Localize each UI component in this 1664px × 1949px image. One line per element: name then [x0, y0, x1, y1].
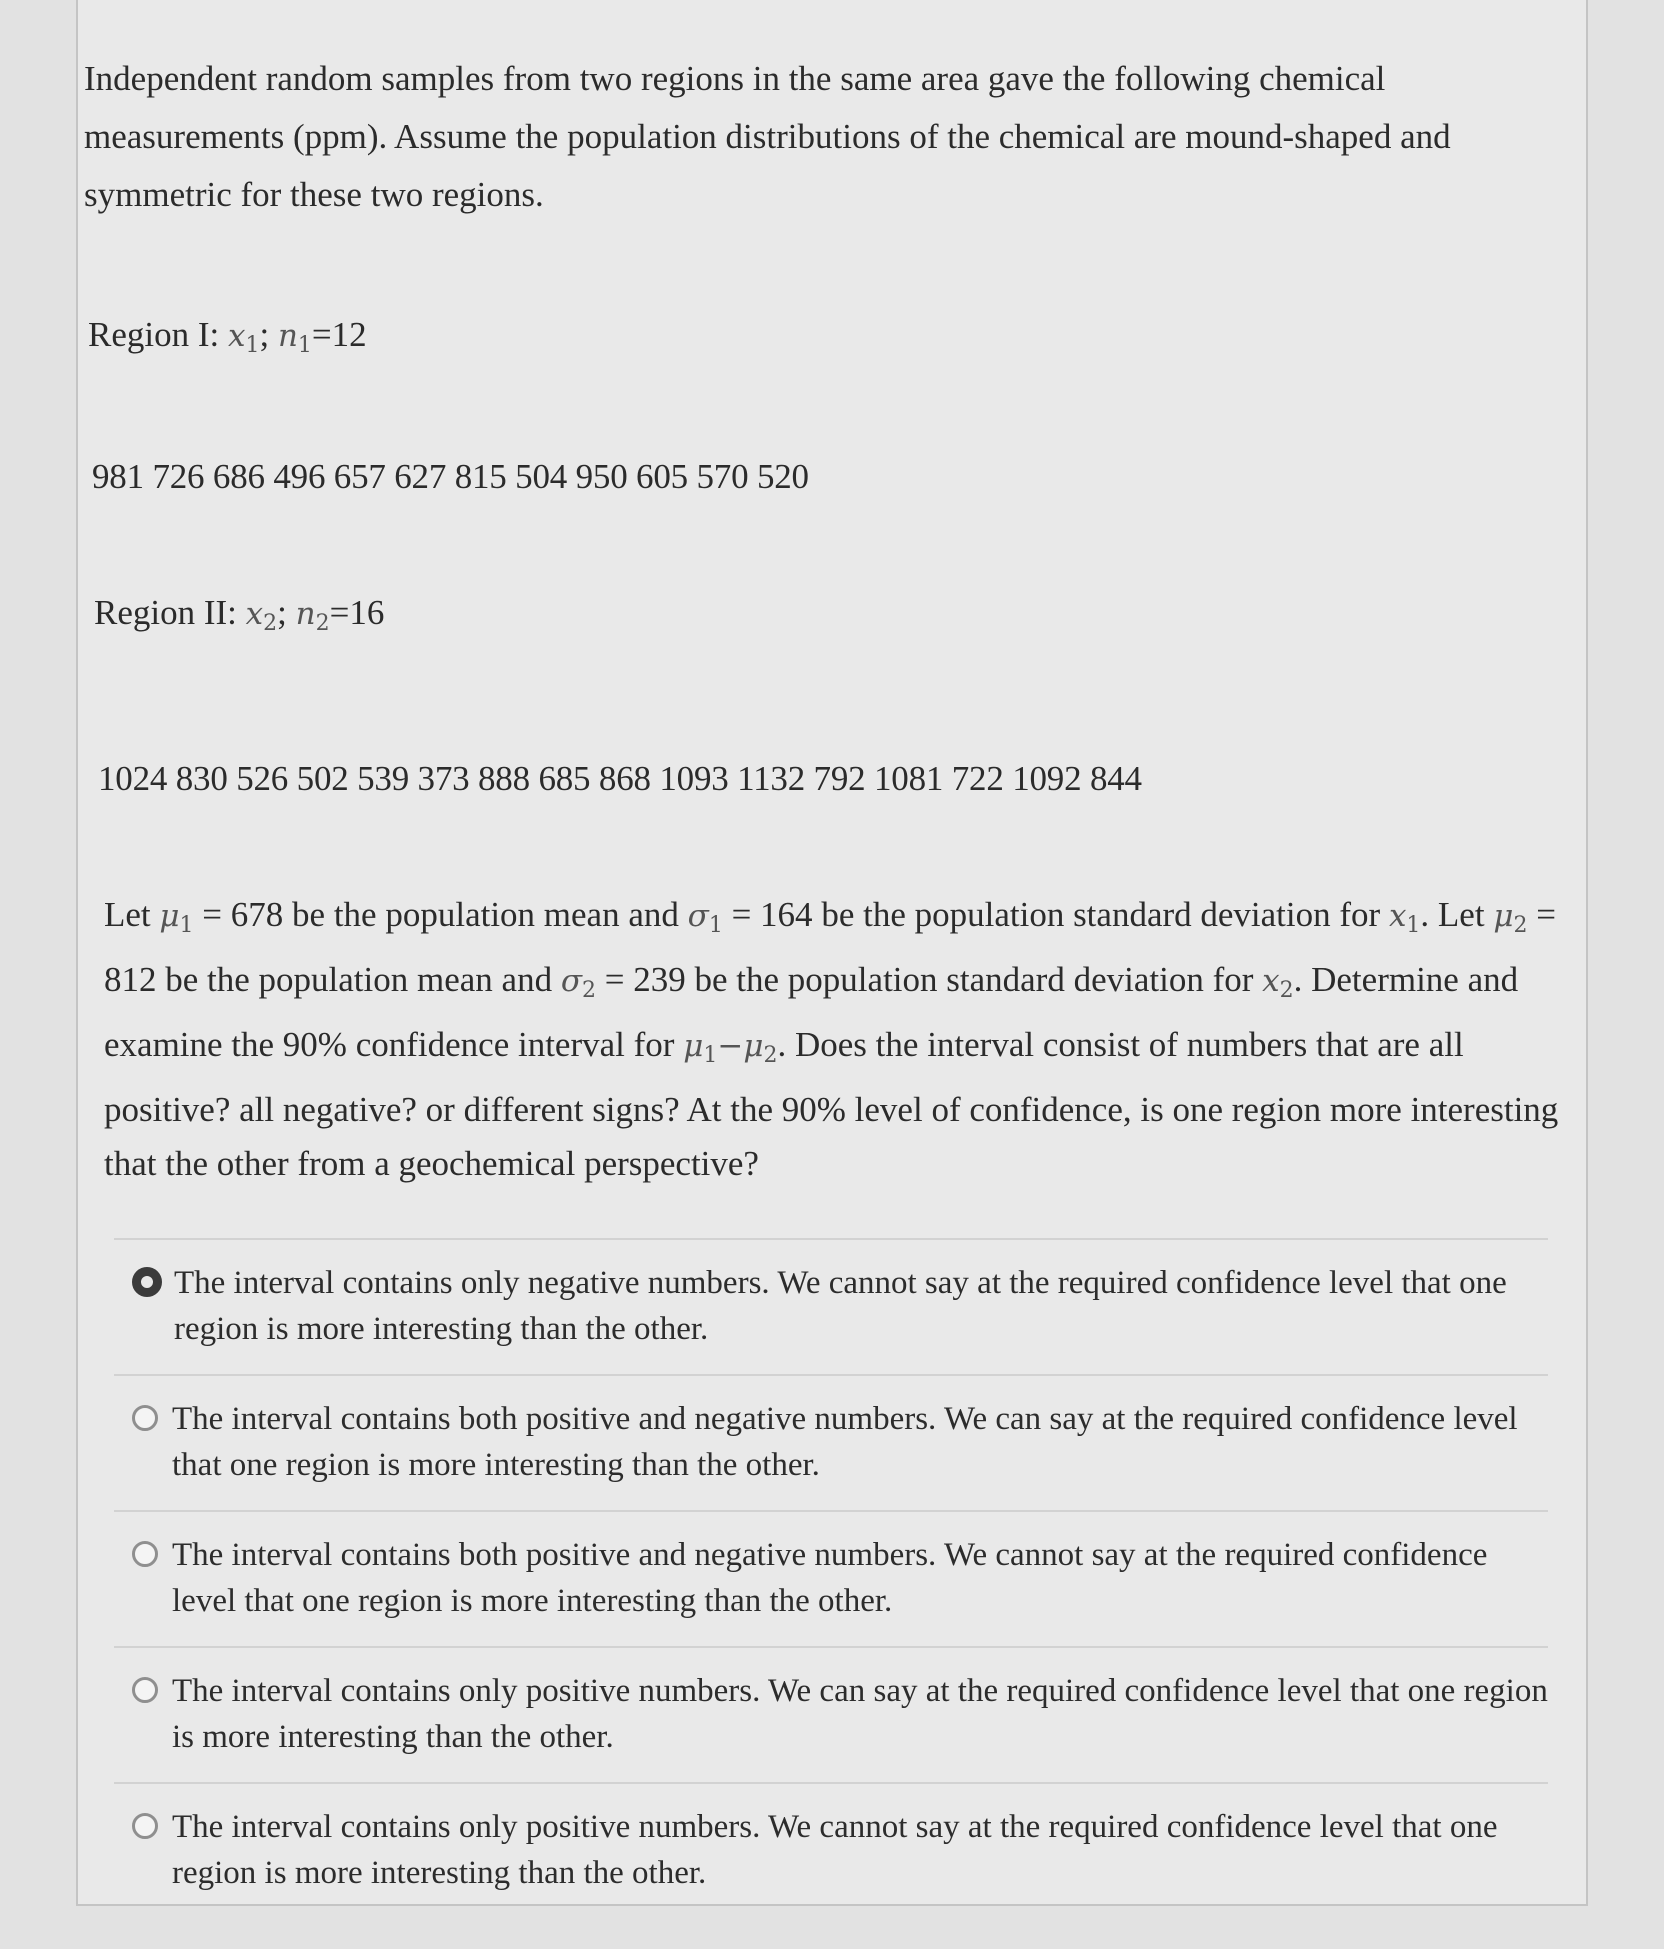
answer-option[interactable]: [108, 1512, 1548, 1646]
region-1-prefix: Region I:: [88, 315, 228, 354]
radio-selected-icon[interactable]: [132, 1267, 162, 1297]
region-1-n-value: =12: [311, 315, 367, 354]
region-2-sample-size: $n_2$: [295, 596, 330, 636]
answer-option-text: The interval contains only negative numbers. We cannot say at the required confidence level that one region is more interesting than the other.: [174, 1265, 1507, 1347]
region-1-variable: $x_1$: [227, 318, 260, 358]
answer-option[interactable]: [108, 1648, 1548, 1782]
answer-option-text: The interval contains both positive and negative numbers. We cannot say at the required confidence level that one region is more interesting than the other.: [172, 1537, 1488, 1619]
region-2-prefix: Region II:: [94, 593, 246, 632]
region-2-separator: ;: [277, 593, 296, 632]
problem-intro: Independent random samples from two regions in the same area gave the following chemical measurements (ppm). Assume the population distributions of the chemical are mound-shaped and symmetric for these two regions.: [84, 59, 1451, 214]
region-2-values: 1024 830 526 502 539 373 888 685 868 1093 1132 792 1081 722 1092 844: [98, 759, 1142, 798]
radio-icon[interactable]: [132, 1405, 158, 1431]
answer-option-text: The interval contains only positive numbers. We can say at the required confidence level that one region is more interesting than the other.: [172, 1673, 1548, 1755]
region-1-sample-size: $n_1$: [277, 318, 312, 358]
region-2-n-value: =16: [329, 593, 385, 632]
question-text: Let $\mu_1 = 678$ be the population mean and $\sigma_1 = 164$ be the population standard deviation for $x_1$. Let $\mu_2 = 812$ be the population mean and $\sigma_2 = 239$ be the population standard deviation for $x_2$. Determine and examine the 90% confidence interval for $\mu_1-\mu_2$. Does the interval consist of numbers that are all positive? all negative? or different signs? At the 90% level of confidence, is one region more interesting that the other from a geochemical perspective?: [104, 895, 1559, 1183]
answer-option-text: The interval contains only positive numbers. We cannot say at the required confidence level that one region is more interesting than the other.: [172, 1809, 1498, 1891]
region-2-variable: $x_2$: [245, 596, 278, 636]
answer-option[interactable]: [108, 1784, 1548, 1918]
region-1-separator: ;: [259, 315, 278, 354]
answer-option[interactable]: [108, 1240, 1548, 1374]
radio-icon[interactable]: [132, 1677, 158, 1703]
region-1-values: 981 726 686 496 657 627 815 504 950 605 570 520: [92, 457, 809, 496]
region-1-label: [88, 306, 367, 375]
radio-icon[interactable]: [132, 1813, 158, 1839]
question-card: [76, 0, 1588, 1906]
answer-option[interactable]: [108, 1376, 1548, 1510]
answer-options: [108, 1238, 1548, 1918]
region-2-label: [94, 584, 384, 653]
answer-option-text: The interval contains both positive and negative numbers. We can say at the required confidence level that one region is more interesting than the other.: [172, 1401, 1518, 1483]
radio-icon[interactable]: [132, 1541, 158, 1567]
